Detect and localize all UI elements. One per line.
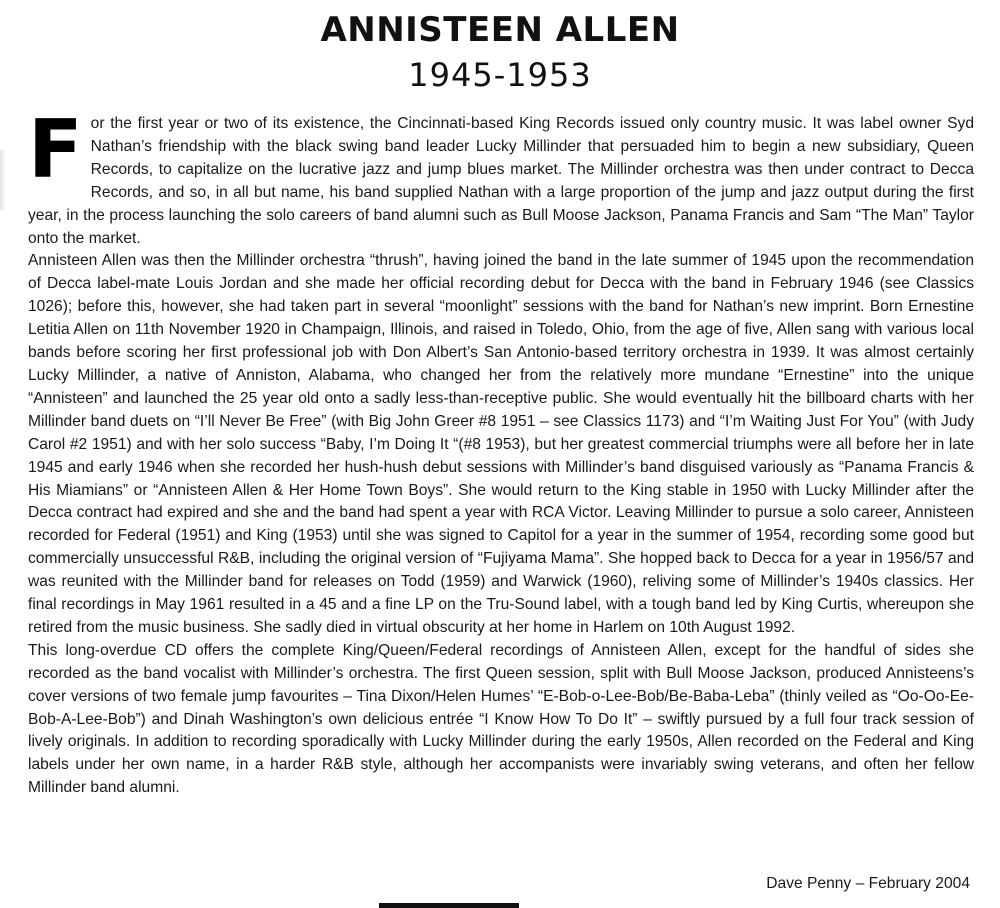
- footer-bar: [379, 903, 519, 908]
- page-title: ANNISTEEN ALLEN: [320, 10, 680, 50]
- author-signature: Dave Penny – February 2004: [766, 875, 970, 892]
- drop-cap: F: [28, 103, 83, 196]
- paragraph-2: Annisteen Allen was then the Millinder orchestra “thrush”, having joined the band in the late summer of 1945 upon the recommendation of Decca label-mate Louis Jordan and she made her official recording debut for Decca with the band in February 1946 (see Classics 1026); before this, however, she had taken part in several “moonlight” sessions with the band for Nathan’s new imprint. Born Ernestine Letitia Allen on 11th November 1920 in Champaign, Illinois, and raised in Toledo, Ohio, from the age of five, Allen sang with various local bands before scoring her first professional job with Don Albert’s San Antonio-based territory orchestra in 1939. It was almost certainly Lucky Millinder, a native of Anniston, Alabama, who changed her from the relatively more mundane “Ernestine” into the unique “Annisteen” and launched the 25 year old onto a sadly less-than-receptive public. She would eventually hit the billboard charts with her Millinder band duets on “I’ll Never Be Free” (with Big John Greer #8 1951 – see Classics 1173) and “I’m Waiting Just For You” (with Judy Carol #2 1951) and with her solo success “Baby, I’m Doing It “(#8 1953), but her greatest commercial triumphs were all before her in late 1945 and early 1946 when she recorded her hush-hush debut sessions with Millinder’s band disguised variously as “Panama Francis & His Miamians” or “Annisteen Allen & Her Home Town Boys”. She would return to the King stable in 1950 with Lucky Millinder after the Decca contract had expired and she and the band had spent a year with RCA Victor. Leaving Millinder to pursue a solo career, Annisteen recorded for Federal (1951) and King (1953) until she was signed to Capitol for a year in the summer of 1954, recording some good but commercially unsuccessful R&B, including the original version of “Fujiyama Mama”. She hopped back to Decca for a year in 1956/57 and was reunited with the Millinder band for releases on Todd (1959) and Warwick (1960), reliving some of Millinder’s 1940s classics. Her final recordings in May 1961 resulted in a 45 and a fine LP on the Tru-Sound label, with a tough band led by King Curtis, whereupon she retired from the music business. She sadly died in virtual obscurity at her home in Harlem on 10th August 1992.: [28, 252, 974, 636]
- liner-notes-article: [28, 103, 974, 800]
- page-edge-shadow: [0, 150, 6, 210]
- paragraph-1: [28, 103, 974, 250]
- paragraph-1-text: or the first year or two of its existence, the Cincinnati-based King Records issued only country music. It was label owner Syd Nathan’s friendship with the black swing band leader Lucky Millinder that persuaded him to begin a new subsidiary, Queen Records, to capitalize on the lucrative jazz and jump blues market. The Millinder orchestra was then under contract to Decca Records, and so, in all but name, his band supplied Nathan with a large proportion of the jump and jazz output during the first year, in the process launching the solo careers of band alumni such as Bull Moose Jackson, Panama Francis and Sam “The Man” Taylor onto the market.: [28, 115, 974, 247]
- paragraph-3: This long-overdue CD offers the complete King/Queen/Federal recordings of Annisteen Allen, except for the handful of sides she recorded as the band vocalist with Millinder’s orchestra. The first Queen session, split with Bull Moose Jackson, produced Annisteens’s cover versions of two female jump favourites – Tina Dixon/Helen Humes’ “E-Bob-o-Lee-Bob/Be-Baba-Leba” (thinly veiled as “Oo-Oo-Ee-Bob-A-Lee-Bob”) and Dinah Washington’s own delicious entrée “I Know How To Do It” – swiftly pursued by a full four track session of lively originals. In addition to recording sporadically with Lucky Millinder during the early 1950s, Allen recorded on the Federal and King labels under her own name, in a harder R&B style, although her accompanists were invariably swing veterans, and often her fellow Millinder band alumni.: [28, 641, 974, 797]
- page-subtitle: 1945-1953: [408, 56, 592, 94]
